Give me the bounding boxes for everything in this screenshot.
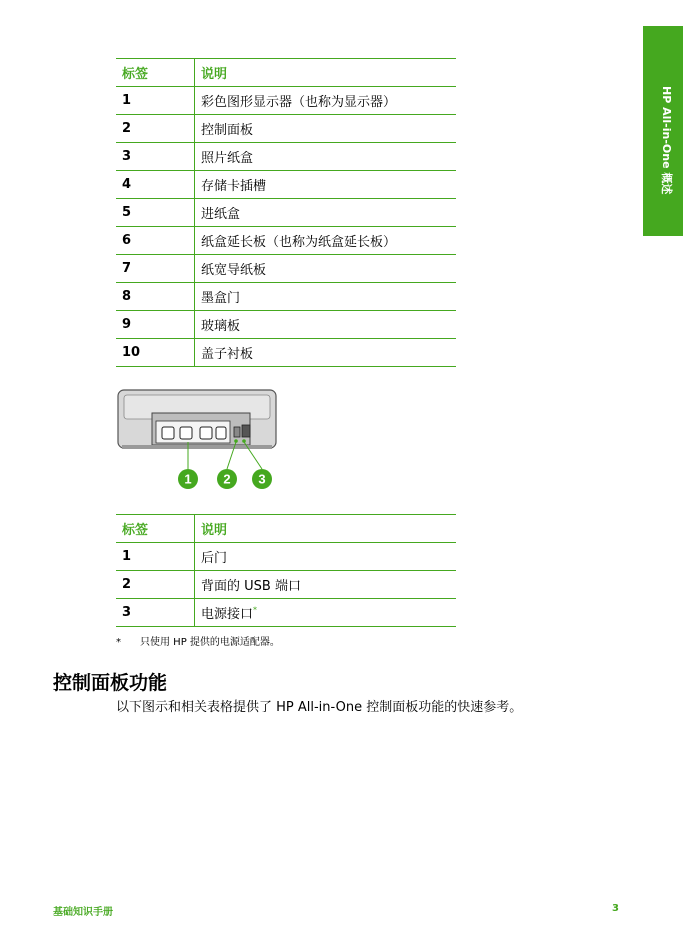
row-description: 存储卡插槽	[195, 171, 457, 199]
table-row	[116, 227, 456, 255]
column-header-label: 标签	[116, 59, 195, 87]
table-row	[116, 311, 456, 339]
row-label: 5	[116, 199, 195, 227]
row-description: 彩色图形显示器（也称为显示器）	[195, 87, 457, 115]
table-row	[116, 143, 456, 171]
table-row	[116, 255, 456, 283]
printer-rear-illustration	[116, 387, 280, 493]
row-label: 1	[116, 87, 195, 115]
row-description: 后门	[195, 543, 457, 571]
row-label: 10	[116, 339, 195, 367]
row-description: 控制面板	[195, 115, 457, 143]
table-row	[116, 571, 456, 599]
row-label: 2	[116, 115, 195, 143]
row-description: 盖子衬板	[195, 339, 457, 367]
row-label: 3	[116, 143, 195, 171]
callout-1-label: 1	[184, 471, 192, 487]
column-header-description: 说明	[195, 59, 457, 87]
table-row	[116, 171, 456, 199]
front-parts-table	[116, 58, 456, 367]
footnote-text: 只使用 HP 提供的电源适配器。	[140, 637, 280, 648]
section-body: 以下图示和相关表格提供了 HP All-in-One 控制面板功能的快速参考。	[116, 700, 523, 715]
row-label: 8	[116, 283, 195, 311]
chapter-side-tab-label: HP All-in-One 概述	[660, 86, 673, 195]
table-row	[116, 543, 456, 571]
printer-rear-drawing	[116, 387, 280, 493]
row-label: 3	[116, 599, 195, 627]
rear-parts-table	[116, 514, 456, 627]
row-description: 墨盒门	[195, 283, 457, 311]
footer-page-number: 3	[612, 903, 619, 914]
table-row	[116, 87, 456, 115]
footnote-marker: *	[253, 605, 258, 615]
column-header-label: 标签	[116, 515, 195, 543]
row-description: 玻璃板	[195, 311, 457, 339]
row-description: 纸宽导纸板	[195, 255, 457, 283]
row-description	[195, 599, 457, 627]
table-row	[116, 599, 456, 627]
table-row	[116, 115, 456, 143]
row-label: 4	[116, 171, 195, 199]
row-label: 6	[116, 227, 195, 255]
column-header-description: 说明	[195, 515, 457, 543]
table-header-row	[116, 515, 456, 543]
callout-2-label: 2	[223, 471, 231, 487]
table-header-row	[116, 59, 456, 87]
footnote	[116, 633, 280, 648]
row-label: 1	[116, 543, 195, 571]
table-row	[116, 283, 456, 311]
row-description-text: 电源接口	[201, 607, 254, 622]
footnote-star: *	[116, 637, 121, 648]
row-label: 2	[116, 571, 195, 599]
row-description: 背面的 USB 端口	[195, 571, 457, 599]
callout-3	[252, 469, 272, 489]
row-description: 照片纸盒	[195, 143, 457, 171]
chapter-side-tab	[643, 26, 683, 236]
row-description: 进纸盒	[195, 199, 457, 227]
row-label: 9	[116, 311, 195, 339]
callout-1	[178, 469, 198, 489]
callout-3-label: 3	[258, 471, 266, 487]
table-row	[116, 199, 456, 227]
row-description: 纸盒延长板（也称为纸盒延长板）	[195, 227, 457, 255]
section-title: 控制面板功能	[53, 672, 168, 694]
footer-manual-title: 基础知识手册	[53, 907, 113, 918]
table-row	[116, 339, 456, 367]
row-label: 7	[116, 255, 195, 283]
callout-2	[217, 469, 237, 489]
